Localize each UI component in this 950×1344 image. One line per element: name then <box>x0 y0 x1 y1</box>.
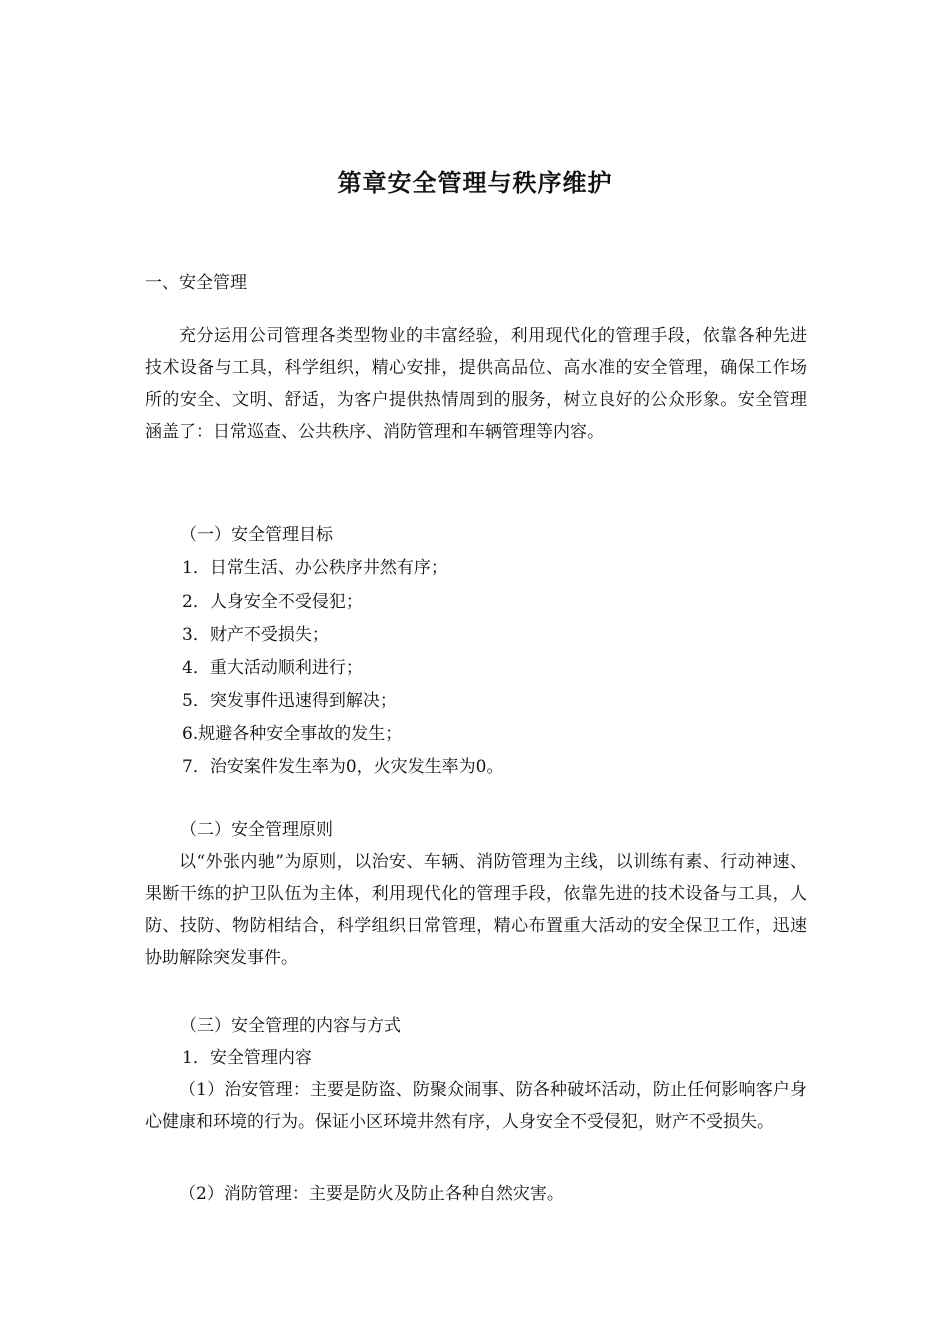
intro-paragraph: 充分运用公司管理各类型物业的丰富经验，利用现代化的管理手段，依靠各种先进技术设备与工具，科学组织，精心安排，提供高品位、高水准的安全管理，确保工作场所的安全、文明、舒适，为客户提供热情周到的服务，树立良好的公众形象。安全管理涵盖了：日常巡查、公共秩序、消防管理和车辆管理等内容。 <box>145 326 807 442</box>
goal-item: 7．治安案件发生率为0，火灾发生率为0。 <box>182 757 504 777</box>
content-subheading: 1．安全管理内容 <box>182 1048 312 1068</box>
goal-item: 2．人身安全不受侵犯； <box>182 592 363 612</box>
security-management-paragraph: （1）治安管理：主要是防盗、防聚众闹事、防各种破坏活动，防止任何影响客户身心健康和环境的行为。保证小区环境井然有序，人身安全不受侵犯，财产不受损失。 <box>145 1080 807 1132</box>
content-heading: （三）安全管理的内容与方式 <box>180 1016 401 1036</box>
goals-heading: （一）安全管理目标 <box>180 525 333 545</box>
fire-management-paragraph: （2）消防管理：主要是防火及防止各种自然灾害。 <box>179 1184 564 1204</box>
page-title: 第章安全管理与秩序维护 <box>337 168 613 197</box>
principles-heading: （二）安全管理原则 <box>180 820 333 840</box>
goal-item: 4．重大活动顺利进行； <box>182 658 363 678</box>
principles-paragraph: 以“外张内驰”为原则，以治安、车辆、消防管理为主线，以训练有素、行动神速、果断干练的护卫队伍为主体，利用现代化的管理手段，依靠先进的技术设备与工具，人防、技防、物防相结合，科学组织日常管理，精心布置重大活动的安全保卫工作，迅速协助解除突发事件。 <box>145 852 807 968</box>
goal-item: 1．日常生活、办公秩序井然有序； <box>182 558 448 578</box>
goal-item: 3．财产不受损失； <box>182 625 329 645</box>
goal-item: 5．突发事件迅速得到解决； <box>182 691 397 711</box>
section-heading-safety: 一、安全管理 <box>145 273 247 293</box>
goal-item: 6.规避各种安全事故的发生； <box>182 724 403 744</box>
